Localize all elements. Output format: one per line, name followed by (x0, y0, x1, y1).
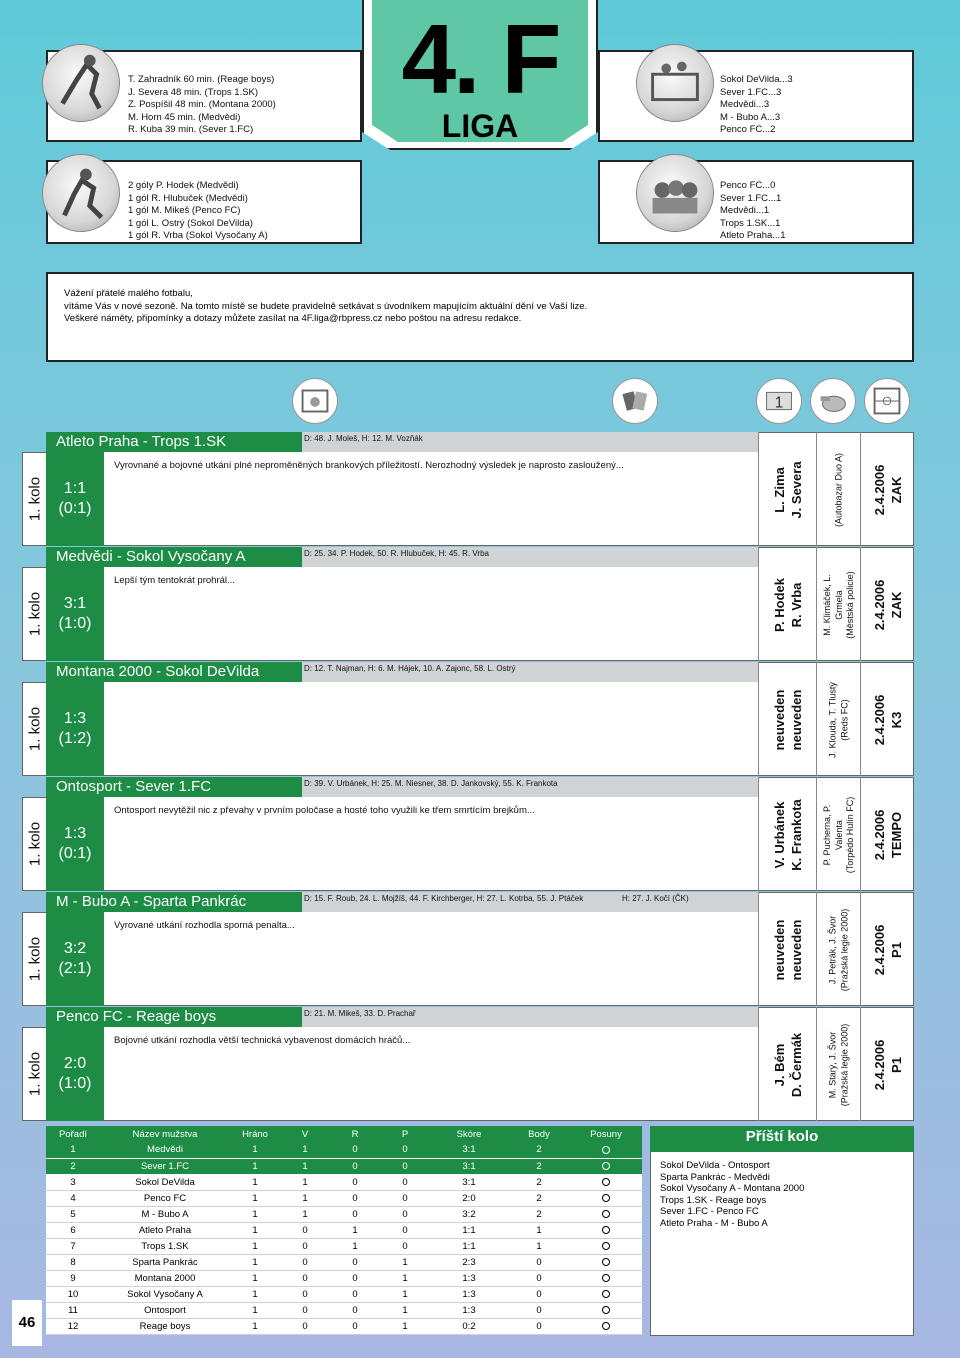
table-cell: 0 (508, 1318, 570, 1334)
table-row (46, 1190, 642, 1206)
match-round: 1. kolo (22, 1027, 46, 1121)
date-column: 2.4.2006 ZAK (860, 432, 914, 546)
match-title: Medvědi - Sokol Vysočany A (46, 547, 302, 567)
table-cell: M - Bubo A (100, 1206, 230, 1222)
table-cell: 2 (508, 1206, 570, 1222)
table-cell: 1 (230, 1190, 280, 1206)
table-cell: 1 (508, 1222, 570, 1238)
table-cell: 1 (230, 1270, 280, 1286)
scorers-column: neuveden neuveden (758, 662, 816, 776)
table-cell: 1 (230, 1286, 280, 1302)
table-cell: 8 (46, 1254, 100, 1270)
table-cell: 2:0 (430, 1190, 508, 1206)
no-change-icon (602, 1322, 610, 1330)
table-row (46, 1254, 642, 1270)
referees-column: P. Pucherna, P. Valenta (Torpédo Hulín FC) (816, 777, 860, 891)
match-score: 3:2 (2:1) (46, 912, 104, 1006)
col-draws: R (330, 1126, 380, 1142)
match-block (22, 777, 914, 891)
match-block (22, 1007, 914, 1121)
table-cell: 1:1 (430, 1238, 508, 1254)
table-cell: 9 (46, 1270, 100, 1286)
table-cell: 1 (230, 1222, 280, 1238)
match-block (22, 432, 914, 546)
table-cell: 1 (230, 1238, 280, 1254)
goals-icon (292, 378, 338, 424)
svg-text:1: 1 (774, 394, 784, 412)
date-column: 2.4.2006 ZAK (860, 547, 914, 661)
table-cell: Trops 1.SK (100, 1238, 230, 1254)
table-row (46, 1238, 642, 1254)
table-cell (570, 1174, 642, 1190)
table-cell: 1 (380, 1254, 430, 1270)
table-cell: 2 (508, 1174, 570, 1190)
referees-column: J. Petrák, J. Švor (Pražská legie 2000) (816, 892, 860, 1006)
table-cell: 12 (46, 1318, 100, 1334)
table-cell: 0 (330, 1206, 380, 1222)
match-goals: D: 25. 34. P. Hodek, 50. R. Hlubuček, H: 45. R. Vrba (304, 549, 489, 558)
table-cell: 1:3 (430, 1302, 508, 1318)
table-cell: 2 (46, 1158, 100, 1174)
table-cell: 1 (330, 1222, 380, 1238)
table-cell: Ontosport (100, 1302, 230, 1318)
match-cards: H: 27. J. Kočí (ČK) (622, 894, 689, 903)
list-item: Trops 1.SK - Reage boys (660, 1194, 767, 1206)
table-cell: 2 (508, 1142, 570, 1158)
scorers-column: J. Bém D. Čermák (758, 1007, 816, 1121)
col-points: Body (508, 1126, 570, 1142)
col-moves: Posuny (570, 1126, 642, 1142)
match-title: Ontosport - Sever 1.FC (46, 777, 302, 797)
match-description: Vyrované utkání rozhodla sporná penalta... (114, 920, 295, 931)
table-cell: 0 (508, 1270, 570, 1286)
table-cell: 3:2 (430, 1206, 508, 1222)
table-cell (570, 1286, 642, 1302)
table-cell: 0:2 (430, 1318, 508, 1334)
table-cell: 0 (280, 1318, 330, 1334)
logo-sub: LIGA (441, 108, 519, 144)
date-column: 2.4.2006 K3 (860, 662, 914, 776)
scorers-column: neuveden neuveden (758, 892, 816, 1006)
table-cell: 0 (330, 1286, 380, 1302)
match-goals: D: 39. V. Urbánek, H: 25. M. Niesner, 38. D. Jankovský, 55. K. Frankota (304, 779, 558, 788)
table-row (46, 1318, 642, 1334)
table-cell: 0 (380, 1238, 430, 1254)
table-cell: 2:3 (430, 1254, 508, 1270)
table-row (46, 1302, 642, 1318)
scorers-list: 2 góly P. Hodek (Medvědi) 1 gól R. Hlubuček (Medvědi) 1 gól M. Mikeš (Penco FC) 1 gól L. Ostrý (Sokol DeVilda) 1 gól R. Vrba (Sokol Vysočany A) (128, 180, 268, 241)
team-photo (636, 44, 714, 122)
match-goals: D: 21. M. Mikeš, 33. D. Prachař (304, 1009, 416, 1018)
player-photo (42, 44, 120, 122)
player-icon (756, 378, 802, 424)
standings-table (46, 1126, 642, 1335)
list-item: Sokol Vysočany A - Montana 2000 (660, 1183, 805, 1194)
match-round: 1. kolo (22, 682, 46, 776)
match-title: Atleto Praha - Trops 1.SK (46, 432, 302, 452)
table-cell: 0 (330, 1158, 380, 1174)
no-change-icon (602, 1178, 610, 1186)
table-cell: 1 (380, 1270, 430, 1286)
table-cell: 1 (230, 1142, 280, 1158)
match-goals: D: 48. J. Moleš, H: 12. M. Vozňák (304, 434, 423, 443)
col-played: Hráno (230, 1126, 280, 1142)
table-cell: 3 (46, 1174, 100, 1190)
match-goals: D: 12. T. Najman, H: 6. M. Hájek, 10. A. Zajonc, 58. L. Ostrý (304, 664, 516, 673)
date-column: 2.4.2006 P1 (860, 892, 914, 1006)
match-round: 1. kolo (22, 797, 46, 891)
list-item: Atleto Praha - M - Bubo A (660, 1217, 768, 1229)
match-title: Montana 2000 - Sokol DeVilda (46, 662, 302, 682)
welcome-text: Vážení přátelé malého fotbalu, vítáme Vás v nové sezoně. Na tomto místě se budete pravidelně setkávat s úvodníkem mapujícím aktuální dění ve Vaší lize. Veškeré náměty, připomínky a dotazy můžete zasílat na 4F.liga@rbpress.cz nebo poštou na adresu redakce. (64, 288, 588, 324)
goals-conceded-list: Penco FC...0 Sever 1.FC...1 Medvědi...1 Trops 1.SK...1 Atleto Praha...1 (720, 180, 786, 241)
table-cell (570, 1222, 642, 1238)
table-cell: 0 (330, 1254, 380, 1270)
referees-column: J. Klouda, T. Tlustý (Reds FC) (816, 662, 860, 776)
table-cell: 0 (330, 1190, 380, 1206)
match-score: 1:3 (0:1) (46, 797, 104, 891)
no-change-icon (602, 1258, 610, 1266)
table-cell: 1 (330, 1238, 380, 1254)
col-wins: V (280, 1126, 330, 1142)
scorers-column: V. Urbánek K. Frankota (758, 777, 816, 891)
col-score: Skóre (430, 1126, 508, 1142)
table-cell: 1 (280, 1158, 330, 1174)
match-round: 1. kolo (22, 912, 46, 1006)
table-cell: 0 (330, 1174, 380, 1190)
table-cell (570, 1270, 642, 1286)
table-cell: 1 (280, 1174, 330, 1190)
table-cell (570, 1158, 642, 1174)
no-change-icon (602, 1194, 610, 1202)
match-block (22, 662, 914, 776)
table-cell: 1 (230, 1158, 280, 1174)
table-cell: Montana 2000 (100, 1270, 230, 1286)
table-cell: 0 (508, 1302, 570, 1318)
table-cell (570, 1142, 642, 1158)
table-cell: 0 (380, 1158, 430, 1174)
date-column: 2.4.2006 P1 (860, 1007, 914, 1121)
table-cell: 0 (280, 1222, 330, 1238)
next-round-box (650, 1126, 914, 1336)
match-score: 2:0 (1:0) (46, 1027, 104, 1121)
table-cell (570, 1302, 642, 1318)
table-cell: 1 (380, 1318, 430, 1334)
table-cell: 0 (330, 1270, 380, 1286)
match-title: Penco FC - Reage boys (46, 1007, 302, 1027)
table-cell (570, 1238, 642, 1254)
table-cell (570, 1254, 642, 1270)
match-goals: D: 15. F. Roub, 24. L. Mojžíš, 44. F. Kirchberger, H: 27. L. Kotrba, 55. J. Ptáček (304, 894, 584, 903)
table-row (46, 1142, 642, 1158)
no-change-icon (602, 1162, 610, 1170)
match-round: 1. kolo (22, 452, 46, 546)
table-cell: 5 (46, 1206, 100, 1222)
table-cell: 0 (330, 1302, 380, 1318)
no-change-icon (602, 1146, 610, 1154)
table-cell: Sokol DeVilda (100, 1174, 230, 1190)
match-round: 1. kolo (22, 567, 46, 661)
table-cell: 1 (280, 1206, 330, 1222)
match-score: 1:1 (0:1) (46, 452, 104, 546)
table-cell: 0 (280, 1302, 330, 1318)
match-description: Ontosport nevytěžil nic z převahy v prvním poločase a hosté toho využili ke třem smrtícím brejkům... (114, 805, 535, 816)
match-block (22, 547, 914, 661)
no-change-icon (602, 1274, 610, 1282)
standings-header (46, 1126, 642, 1142)
table-cell: 1 (380, 1286, 430, 1302)
table-cell: 0 (380, 1190, 430, 1206)
table-cell: 1 (280, 1190, 330, 1206)
table-cell: 0 (280, 1254, 330, 1270)
minutes-list: T. Zahradník 60 min. (Reage boys) J. Severa 48 min. (Trops 1.SK) Z. Pospíšil 48 min. (Montana 2000) M. Horn 45 min. (Medvědi) R. Kuba 39 min. (Sever 1.FC) (128, 74, 276, 135)
table-cell: 0 (380, 1206, 430, 1222)
goals-scored-list: Sokol DeVilda...3 Sever 1.FC...3 Medvědi...3 M - Bubo A...3 Penco FC...2 (720, 74, 793, 135)
table-cell: 1 (508, 1238, 570, 1254)
next-round-list (660, 1160, 804, 1229)
table-cell: 1 (280, 1142, 330, 1158)
table-cell: Sparta Pankrác (100, 1254, 230, 1270)
table-row (46, 1158, 642, 1174)
col-rank: Pořadí (46, 1126, 100, 1142)
table-cell: 3:1 (430, 1158, 508, 1174)
whistle-icon (810, 378, 856, 424)
no-change-icon (602, 1290, 610, 1298)
table-cell: 0 (380, 1222, 430, 1238)
table-cell: 11 (46, 1302, 100, 1318)
no-change-icon (602, 1242, 610, 1250)
logo-main: 4. F (401, 4, 559, 114)
table-cell: 2 (508, 1190, 570, 1206)
table-cell: 3:1 (430, 1174, 508, 1190)
table-cell: Atleto Praha (100, 1222, 230, 1238)
table-cell: 0 (380, 1174, 430, 1190)
list-item: Sparta Pankrác - Medvědi (660, 1171, 770, 1183)
player-photo-2 (42, 154, 120, 232)
scorers-column: P. Hodek R. Vrba (758, 547, 816, 661)
referees-column: (Autobazar Duo A) (816, 432, 860, 546)
date-column: 2.4.2006 TEMPO (860, 777, 914, 891)
table-cell: Medvědi (100, 1142, 230, 1158)
table-cell: 0 (508, 1286, 570, 1302)
table-cell (570, 1206, 642, 1222)
table-row (46, 1206, 642, 1222)
table-cell: 3:1 (430, 1142, 508, 1158)
list-item: Sever 1.FC - Penco FC (660, 1206, 759, 1217)
table-cell (570, 1190, 642, 1206)
table-cell: 4 (46, 1190, 100, 1206)
col-losses: P (380, 1126, 430, 1142)
table-cell: 7 (46, 1238, 100, 1254)
card-icon (612, 378, 658, 424)
match-block (22, 892, 914, 1006)
match-description: Lepší tým tentokrát prohrál... (114, 575, 235, 586)
table-cell (570, 1318, 642, 1334)
table-cell: 1 (230, 1206, 280, 1222)
table-cell: 1:3 (430, 1286, 508, 1302)
next-round-title: Příští kolo (745, 1128, 819, 1145)
table-cell: 1 (230, 1318, 280, 1334)
table-cell: 1 (230, 1302, 280, 1318)
table-cell: 0 (508, 1254, 570, 1270)
table-cell: 1 (230, 1254, 280, 1270)
table-cell: Sokol Vysočany A (100, 1286, 230, 1302)
no-change-icon (602, 1226, 610, 1234)
team-photo-2 (636, 154, 714, 232)
no-change-icon (602, 1210, 610, 1218)
table-cell: 0 (330, 1318, 380, 1334)
col-team: Název mužstva (100, 1126, 230, 1142)
match-description: Bojovné utkání rozhodla větší technická vybavenost domácích hráčů... (114, 1035, 411, 1046)
table-cell: 1:1 (430, 1222, 508, 1238)
table-row (46, 1270, 642, 1286)
match-score: 3:1 (1:0) (46, 567, 104, 661)
page-number: 46 (12, 1300, 42, 1346)
table-cell: 1 (230, 1174, 280, 1190)
table-row (46, 1174, 642, 1190)
table-cell: 0 (380, 1142, 430, 1158)
table-cell: 1:3 (430, 1270, 508, 1286)
table-row (46, 1222, 642, 1238)
table-cell: 6 (46, 1222, 100, 1238)
referees-column: M. Klimáček, L. Grmela (Městská policie) (816, 547, 860, 661)
scorers-column: L. Zima J. Severa (758, 432, 816, 546)
table-cell: Penco FC (100, 1190, 230, 1206)
pitch-icon (864, 378, 910, 424)
table-row (46, 1286, 642, 1302)
table-cell: 10 (46, 1286, 100, 1302)
referees-column: M. Starý, J. Švor (Pražská legie 2000) (816, 1007, 860, 1121)
table-cell: 0 (280, 1270, 330, 1286)
table-cell: 1 (380, 1302, 430, 1318)
table-cell: 2 (508, 1158, 570, 1174)
table-cell: Sever 1.FC (100, 1158, 230, 1174)
match-title: M - Bubo A - Sparta Pankrác (46, 892, 302, 912)
table-cell: Reage boys (100, 1318, 230, 1334)
table-cell: 0 (330, 1142, 380, 1158)
table-cell: 0 (280, 1238, 330, 1254)
table-cell: 1 (46, 1142, 100, 1158)
table-cell: 0 (280, 1286, 330, 1302)
no-change-icon (602, 1306, 610, 1314)
match-score: 1:3 (1:2) (46, 682, 104, 776)
match-description: Vyrovnané a bojovné utkání plné neproměněných brankových příležitostí. Nerozhodný výsledek je naprosto zasloužený... (114, 460, 624, 471)
list-item: Sokol DeVilda - Ontosport (660, 1160, 770, 1171)
